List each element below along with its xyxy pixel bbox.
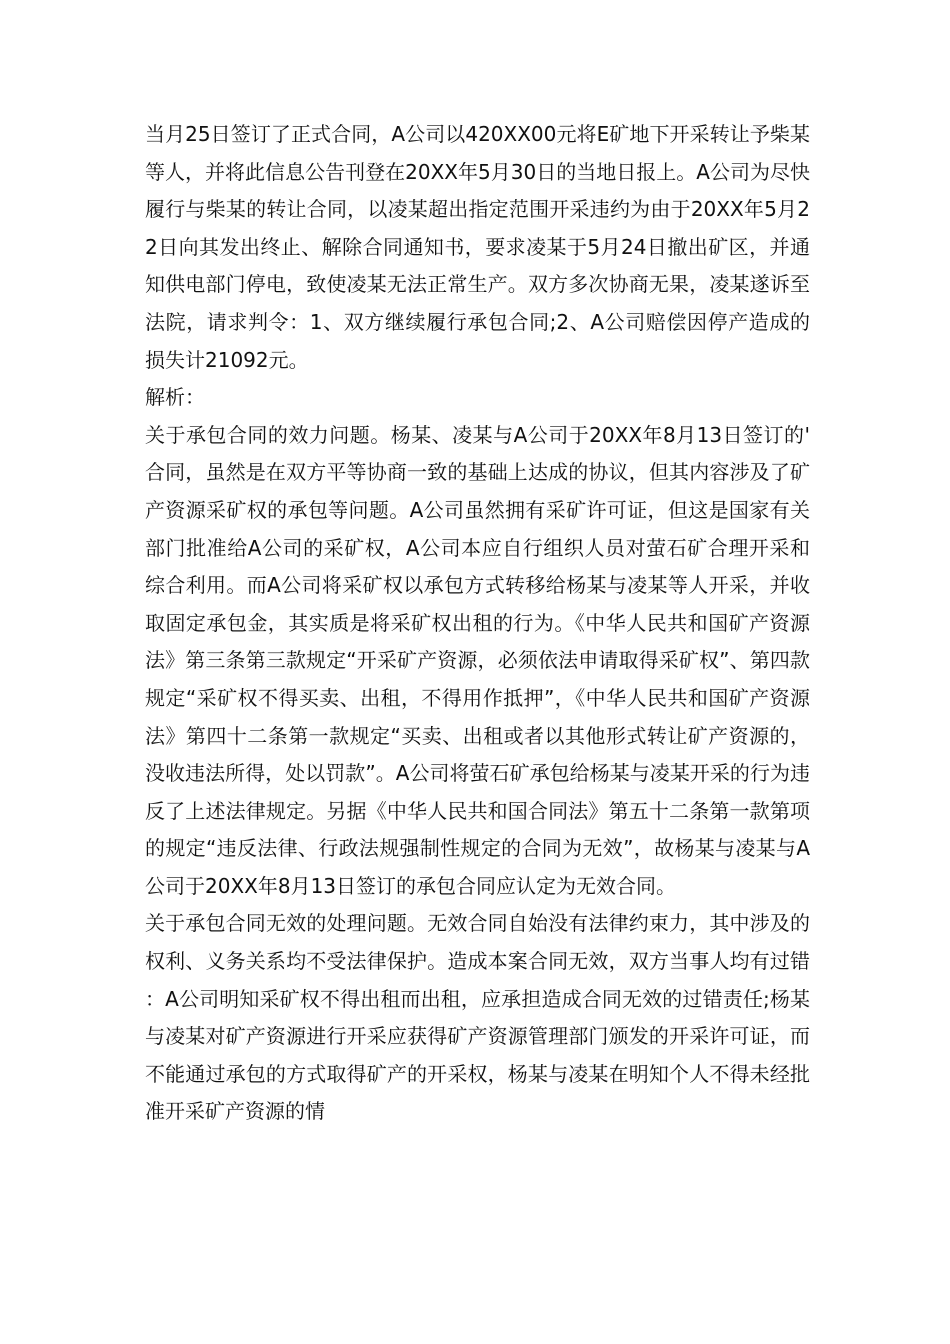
- paragraph-case-facts: 当月25日签订了正式合同，A公司以420XX00元将E矿地下开采转让予柴某等人，并将此信息公告刊登在20XX年5月30日的当地日报上。A公司为尽快履行与柴某的转让合同，以凌某超出指定范围开采违约为由于20XX年5月22日向其发出终止、解除合同通知书，要求凌某于5月24日撤出矿区，并通知供电部门停电，致使凌某无法正常生产。双方多次协商无果，凌某遂诉至法院，请求判令：1、双方继续履行承包合同;2、A公司赔偿因停产造成的损失计21092元。: [145, 122, 810, 372]
- paragraph-analysis-heading: 解析：: [145, 385, 205, 410]
- paragraph-invalid-contract-handling: 关于承包合同无效的处理问题。无效合同自始没有法律约束力，其中涉及的权利、义务关系均不受法律保护。造成本案合同无效，双方当事人均有过错：A公司明知采矿权不得出租而出租，应承担造成合同无效的过错责任;杨某与凌某对矿产资源进行开采应获得矿产资源管理部门颁发的开采许可证，而不能通过承包的方式取得矿产的开采权，杨某与凌某在明知个人不得未经批准开采矿产资源的情: [145, 911, 810, 1124]
- document-body: [145, 116, 810, 1131]
- paragraph-contract-validity: 关于承包合同的效力问题。杨某、凌某与A公司于20XX年8月13日签订的'合同，虽然是在双方平等协商一致的基础上达成的协议，但其内容涉及了矿产资源采矿权的承包等问题。A公司虽然拥有采矿许可证，但这是国家有关部门批准给A公司的采矿权，A公司本应自行组织人员对萤石矿合理开采和综合利用。而A公司将采矿权以承包方式转移给杨某与凌某等人开采，并收取固定承包金，其实质是将采矿权出租的行为。《中华人民共和国矿产资源法》第三条第三款规定“开采矿产资源，必须依法申请取得采矿权”、第四款规定“采矿权不得买卖、出租，不得用作抵押”，《中华人民共和国矿产资源法》第四十二条第一款规定“买卖、出租或者以其他形式转让矿产资源的，没收违法所得，处以罚款”。A公司将萤石矿承包给杨某与凌某开采的行为违反了上述法律规定。另据《中华人民共和国合同法》第五十二条第一款第项的规定“违反法律、行政法规强制性规定的合同为无效”，故杨某与凌某与A公司于20XX年8月13日签订的承包合同应认定为无效合同。: [145, 422, 810, 898]
